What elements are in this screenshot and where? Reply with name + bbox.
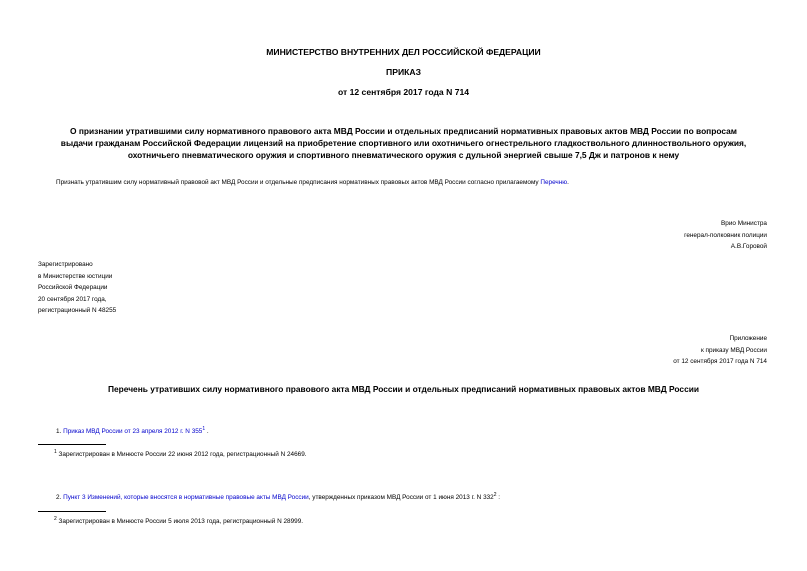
footnote-2-text: Зарегистрирован в Минюсте России 5 июля 2013 года, регистрационный N 28999. — [56, 518, 304, 526]
item-1-number: 1. — [56, 428, 64, 436]
footnote-1 — [54, 447, 754, 460]
doc-type-heading: ПРИКАЗ — [386, 67, 421, 77]
item-2-link[interactable]: Пункт 3 Изменений, которые вносятся в нормативные правовые акты МВД России — [63, 494, 309, 502]
item-2-footnote-ref: 2 — [493, 492, 497, 498]
body-end: . — [567, 179, 569, 186]
item-2-end: : — [496, 494, 501, 502]
registration-line-5: регистрационный N 48255 — [38, 307, 117, 314]
item-2-number: 2. — [56, 494, 64, 502]
item-1-end: . — [205, 428, 209, 436]
list-title: Перечень утративших силу нормативного правового акта МВД России и отдельных предписаний нормативных правовых актов МВД России — [107, 384, 700, 394]
footnote-1-mark: 1 — [54, 449, 57, 455]
appendix-line-3: от 12 сентября 2017 года N 714 — [673, 358, 767, 365]
appendix-line-1: Приложение — [729, 335, 767, 342]
signature-name: А.В.Горовой — [730, 243, 767, 250]
registration-line-2: в Министерстве юстиции — [38, 272, 113, 280]
footnote-1-text: Зарегистрирован в Минюсте России 22 июня 2012 года, регистрационный N 24669. — [56, 451, 307, 459]
item-1-link[interactable]: Приказ МВД России от 23 апреля 2012 г. N 355 — [63, 428, 203, 436]
signature-block — [684, 218, 767, 253]
footnote-divider-2 — [38, 511, 106, 512]
item-2-rest: , утвержденных приказом МВД России от 1 июня 2013 г. N 332 — [308, 494, 494, 502]
item-1-footnote-ref[interactable]: 1 — [202, 426, 206, 432]
signature-position: Врио Министра — [721, 220, 767, 227]
registration-block — [38, 259, 116, 317]
appendix-block — [673, 333, 767, 368]
title-line-2: выдачи гражданам Российской Федерации лицензий на приобретение спортивного или охотничьего огнестрельного гладкоствольного длинноствольного оружия, — [60, 138, 747, 148]
footnote-divider-1 — [38, 444, 106, 445]
body-paragraph — [56, 177, 776, 188]
registration-line-1: Зарегистрировано — [38, 261, 93, 268]
body-text: Признать утратившим силу нормативный правовой акт МВД России и отдельные предписания нормативных правовых актов МВД России согласно прилагаемому — [56, 179, 541, 186]
list-item-1 — [56, 424, 756, 437]
title-line-3: охотничьего пневматического оружия и спортивного пневматического оружия с дульной энергией свыше 7,5 Дж и патронов к нему — [127, 150, 680, 160]
perechen-link[interactable]: Перечню — [540, 179, 568, 186]
date-number-heading: от 12 сентября 2017 года N 714 — [337, 87, 470, 97]
signature-rank: генерал-полковник полиции — [684, 231, 767, 239]
title-line-1: О признании утратившими силу нормативного правового акта МВД России и отдельных предписаний нормативных правовых актов МВД России по вопросам — [70, 126, 737, 136]
footnote-2 — [54, 514, 754, 527]
footnote-2-mark: 2 — [54, 516, 57, 522]
appendix-line-2: к приказу МВД России — [700, 346, 767, 354]
registration-line-4: 20 сентября 2017 года, — [38, 295, 107, 303]
ministry-heading: МИНИСТЕРСТВО ВНУТРЕННИХ ДЕЛ РОССИЙСКОЙ ФЕДЕРАЦИИ — [266, 47, 541, 57]
document-title — [40, 125, 767, 161]
list-item-2 — [56, 490, 776, 503]
registration-line-3: Российской Федерации — [38, 284, 108, 291]
